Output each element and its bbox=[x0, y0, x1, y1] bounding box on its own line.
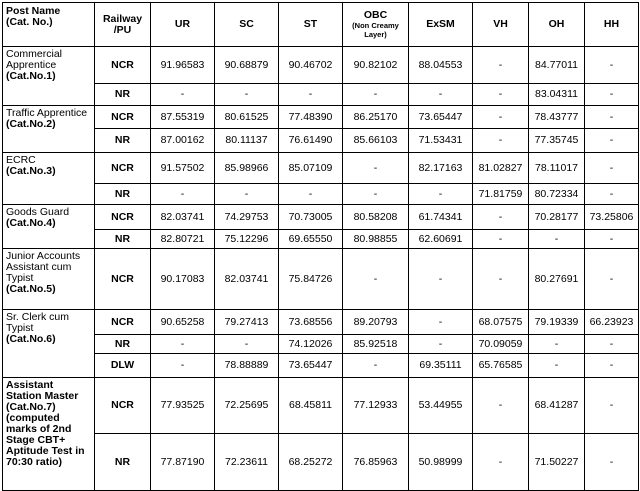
exsm-cell: 88.04553 bbox=[409, 47, 473, 84]
header-post-label: Post Name bbox=[6, 5, 61, 17]
st-cell: 77.48390 bbox=[279, 106, 343, 129]
header-railway bbox=[95, 3, 151, 47]
obc-cell: 77.12933 bbox=[343, 378, 409, 434]
obc-cell: - bbox=[343, 184, 409, 205]
st-cell: 70.73005 bbox=[279, 205, 343, 230]
oh-cell: - bbox=[529, 230, 585, 249]
header-railway-label: Railway bbox=[102, 12, 143, 25]
ur-cell: - bbox=[151, 354, 215, 378]
table-row bbox=[3, 354, 639, 378]
post-cat-no: (Cat.No.5) bbox=[6, 283, 56, 295]
hh-cell: - bbox=[585, 84, 639, 106]
header-st: ST bbox=[279, 3, 343, 47]
obc-cell: 80.58208 bbox=[343, 205, 409, 230]
sc-cell: 75.12296 bbox=[215, 230, 279, 249]
hh-cell: - bbox=[585, 230, 639, 249]
vh-cell: - bbox=[473, 434, 529, 491]
hh-cell: - bbox=[585, 153, 639, 184]
post-cat-no: (Cat.No.4) bbox=[6, 217, 56, 229]
railway-cell: DLW bbox=[95, 354, 151, 378]
header-vh: VH bbox=[473, 3, 529, 47]
st-cell: 73.65447 bbox=[279, 354, 343, 378]
obc-cell: 85.92518 bbox=[343, 335, 409, 354]
table-row bbox=[3, 184, 639, 205]
sc-cell: - bbox=[215, 335, 279, 354]
hh-cell: - bbox=[585, 184, 639, 205]
header-cat-label: (Cat. No.) bbox=[6, 16, 53, 28]
obc-cell: - bbox=[343, 354, 409, 378]
header-row bbox=[3, 3, 639, 47]
ur-cell: 77.87190 bbox=[151, 434, 215, 491]
exsm-cell: 62.60691 bbox=[409, 230, 473, 249]
ur-cell: 82.03741 bbox=[151, 205, 215, 230]
oh-cell: 78.11017 bbox=[529, 153, 585, 184]
railway-cell: NCR bbox=[95, 205, 151, 230]
header-obc-sublabel: (Non Creamy Layer) bbox=[352, 21, 399, 39]
st-cell: 74.12026 bbox=[279, 335, 343, 354]
post-name-cell bbox=[3, 153, 95, 205]
ur-cell: 91.57502 bbox=[151, 153, 215, 184]
railway-cell: NR bbox=[95, 434, 151, 491]
table-row bbox=[3, 310, 639, 335]
table-row bbox=[3, 378, 639, 434]
sc-cell: 79.27413 bbox=[215, 310, 279, 335]
sc-cell: - bbox=[215, 184, 279, 205]
hh-cell: - bbox=[585, 354, 639, 378]
post-name: ECRC bbox=[6, 154, 36, 166]
sc-cell: 72.23611 bbox=[215, 434, 279, 491]
hh-cell: - bbox=[585, 335, 639, 354]
railway-cell: NR bbox=[95, 335, 151, 354]
header-oh: OH bbox=[529, 3, 585, 47]
table-row bbox=[3, 106, 639, 129]
sc-cell: 78.88889 bbox=[215, 354, 279, 378]
obc-cell: 76.85963 bbox=[343, 434, 409, 491]
railway-cell: NCR bbox=[95, 106, 151, 129]
ur-cell: - bbox=[151, 84, 215, 106]
ur-cell: 87.00162 bbox=[151, 129, 215, 153]
st-cell: 90.46702 bbox=[279, 47, 343, 84]
table-row bbox=[3, 129, 639, 153]
oh-cell: 80.72334 bbox=[529, 184, 585, 205]
vh-cell: - bbox=[473, 230, 529, 249]
exsm-cell: 50.98999 bbox=[409, 434, 473, 491]
table-row bbox=[3, 434, 639, 491]
hh-cell: - bbox=[585, 434, 639, 491]
obc-cell: 85.66103 bbox=[343, 129, 409, 153]
post-cat-no: (Cat.No.1) bbox=[6, 70, 56, 82]
header-pu-label: /PU bbox=[113, 23, 132, 36]
oh-cell: 84.77011 bbox=[529, 47, 585, 84]
railway-cell: NR bbox=[95, 129, 151, 153]
exsm-cell: 53.44955 bbox=[409, 378, 473, 434]
cutoff-marks-table bbox=[2, 2, 639, 491]
sc-cell: - bbox=[215, 84, 279, 106]
ur-cell: 87.55319 bbox=[151, 106, 215, 129]
railway-cell: NCR bbox=[95, 153, 151, 184]
vh-cell: - bbox=[473, 84, 529, 106]
st-cell: 85.07109 bbox=[279, 153, 343, 184]
post-name-cell bbox=[3, 310, 95, 378]
exsm-cell: 61.74341 bbox=[409, 205, 473, 230]
sc-cell: 85.98966 bbox=[215, 153, 279, 184]
ur-cell: 91.96583 bbox=[151, 47, 215, 84]
header-ur: UR bbox=[151, 3, 215, 47]
obc-cell: 86.25170 bbox=[343, 106, 409, 129]
st-cell: - bbox=[279, 184, 343, 205]
railway-cell: NCR bbox=[95, 378, 151, 434]
vh-cell: 65.76585 bbox=[473, 354, 529, 378]
hh-cell: - bbox=[585, 106, 639, 129]
post-name: Commercial Apprentice bbox=[6, 48, 63, 71]
ur-cell: 90.65258 bbox=[151, 310, 215, 335]
railway-cell: NCR bbox=[95, 47, 151, 84]
header-hh: HH bbox=[585, 3, 639, 47]
oh-cell: 79.19339 bbox=[529, 310, 585, 335]
header-obc-label: OBC bbox=[363, 9, 388, 21]
exsm-cell: - bbox=[409, 249, 473, 310]
post-name-cell bbox=[3, 106, 95, 153]
st-cell: 68.25272 bbox=[279, 434, 343, 491]
exsm-cell: 71.53431 bbox=[409, 129, 473, 153]
post-name: Goods Guard bbox=[6, 206, 70, 218]
exsm-cell: 73.65447 bbox=[409, 106, 473, 129]
sc-cell: 90.68879 bbox=[215, 47, 279, 84]
oh-cell: 68.41287 bbox=[529, 378, 585, 434]
oh-cell: 70.28177 bbox=[529, 205, 585, 230]
hh-cell: 66.23923 bbox=[585, 310, 639, 335]
st-cell: - bbox=[279, 84, 343, 106]
table-row bbox=[3, 335, 639, 354]
post-name-cell bbox=[3, 378, 95, 491]
post-name: Sr. Clerk cum Typist bbox=[6, 311, 70, 334]
vh-cell: 71.81759 bbox=[473, 184, 529, 205]
vh-cell: - bbox=[473, 378, 529, 434]
table-row bbox=[3, 153, 639, 184]
hh-cell: - bbox=[585, 129, 639, 153]
obc-cell: 89.20793 bbox=[343, 310, 409, 335]
post-name: Assistant Station Master bbox=[6, 379, 79, 402]
vh-cell: 70.09059 bbox=[473, 335, 529, 354]
table-row bbox=[3, 230, 639, 249]
exsm-cell: - bbox=[409, 84, 473, 106]
post-cat-no: (Cat.No.7) (computed marks of 2nd Stage CBT+ Aptitude Test in 70:30 ratio) bbox=[6, 401, 85, 468]
exsm-cell: - bbox=[409, 335, 473, 354]
oh-cell: 78.43777 bbox=[529, 106, 585, 129]
header-post-name bbox=[3, 3, 95, 47]
hh-cell: - bbox=[585, 47, 639, 84]
sc-cell: 80.11137 bbox=[215, 129, 279, 153]
railway-cell: NR bbox=[95, 84, 151, 106]
vh-cell: - bbox=[473, 129, 529, 153]
ur-cell: 82.80721 bbox=[151, 230, 215, 249]
obc-cell: - bbox=[343, 249, 409, 310]
st-cell: 68.45811 bbox=[279, 378, 343, 434]
sc-cell: 72.25695 bbox=[215, 378, 279, 434]
exsm-cell: - bbox=[409, 184, 473, 205]
oh-cell: 80.27691 bbox=[529, 249, 585, 310]
st-cell: 73.68556 bbox=[279, 310, 343, 335]
vh-cell: 68.07575 bbox=[473, 310, 529, 335]
vh-cell: - bbox=[473, 205, 529, 230]
obc-cell: 80.98855 bbox=[343, 230, 409, 249]
railway-cell: NCR bbox=[95, 310, 151, 335]
exsm-cell: 82.17163 bbox=[409, 153, 473, 184]
ur-cell: - bbox=[151, 184, 215, 205]
vh-cell: - bbox=[473, 47, 529, 84]
hh-cell: - bbox=[585, 378, 639, 434]
st-cell: 69.65550 bbox=[279, 230, 343, 249]
table-row bbox=[3, 249, 639, 310]
oh-cell: - bbox=[529, 335, 585, 354]
ur-cell: - bbox=[151, 335, 215, 354]
st-cell: 76.61490 bbox=[279, 129, 343, 153]
st-cell: 75.84726 bbox=[279, 249, 343, 310]
post-cat-no: (Cat.No.3) bbox=[6, 165, 56, 177]
obc-cell: - bbox=[343, 84, 409, 106]
table-row bbox=[3, 84, 639, 106]
obc-cell: - bbox=[343, 153, 409, 184]
header-exsm: ExSM bbox=[409, 3, 473, 47]
ur-cell: 77.93525 bbox=[151, 378, 215, 434]
vh-cell: - bbox=[473, 106, 529, 129]
post-name: Traffic Apprentice bbox=[6, 107, 88, 119]
post-cat-no: (Cat.No.6) bbox=[6, 333, 56, 345]
sc-cell: 74.29753 bbox=[215, 205, 279, 230]
vh-cell: - bbox=[473, 249, 529, 310]
oh-cell: 77.35745 bbox=[529, 129, 585, 153]
railway-cell: NR bbox=[95, 184, 151, 205]
obc-cell: 90.82102 bbox=[343, 47, 409, 84]
hh-cell: - bbox=[585, 249, 639, 310]
post-name-cell bbox=[3, 249, 95, 310]
sc-cell: 80.61525 bbox=[215, 106, 279, 129]
oh-cell: 71.50227 bbox=[529, 434, 585, 491]
table-row bbox=[3, 205, 639, 230]
post-name-cell bbox=[3, 47, 95, 106]
post-name: Junior Accounts Assistant cum Typist bbox=[6, 250, 81, 284]
oh-cell: 83.04311 bbox=[529, 84, 585, 106]
oh-cell: - bbox=[529, 354, 585, 378]
railway-cell: NCR bbox=[95, 249, 151, 310]
post-cat-no: (Cat.No.2) bbox=[6, 118, 56, 130]
table-row bbox=[3, 47, 639, 84]
sc-cell: 82.03741 bbox=[215, 249, 279, 310]
post-name-cell bbox=[3, 205, 95, 249]
header-obc bbox=[343, 3, 409, 47]
exsm-cell: 69.35111 bbox=[409, 354, 473, 378]
exsm-cell: - bbox=[409, 310, 473, 335]
railway-cell: NR bbox=[95, 230, 151, 249]
header-sc: SC bbox=[215, 3, 279, 47]
table-body bbox=[3, 47, 639, 491]
hh-cell: 73.25806 bbox=[585, 205, 639, 230]
ur-cell: 90.17083 bbox=[151, 249, 215, 310]
vh-cell: 81.02827 bbox=[473, 153, 529, 184]
